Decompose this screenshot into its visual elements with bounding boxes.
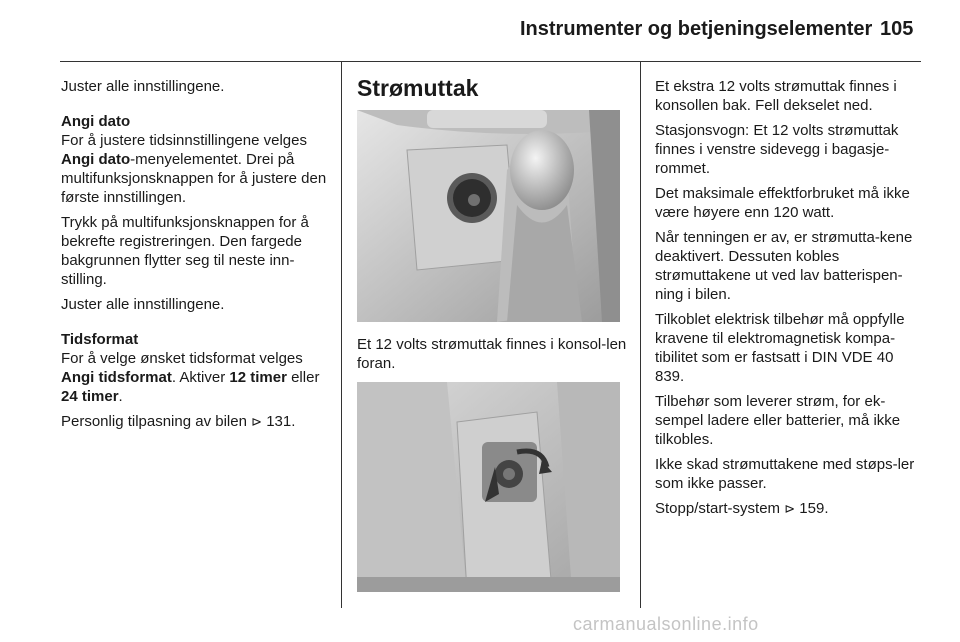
paragraph: Ikke skad strømuttakene med støps-ler som ikke passer.: [655, 456, 915, 492]
column-divider-right: [640, 62, 641, 608]
paragraph: Et ekstra 12 volts strømuttak finnes i konsollen bak. Fell dekselet ned.: [655, 78, 897, 114]
right-column: [655, 77, 925, 525]
reference-arrow-icon: ⊳: [251, 415, 263, 430]
header-divider: [60, 61, 921, 62]
section-heading-stromuttak: Strømuttak: [357, 75, 479, 101]
watermark: carmanualsonline.info: [573, 614, 759, 634]
paragraph: Juster alle innstillingene.: [61, 78, 225, 95]
page-number: 105: [880, 18, 914, 40]
middle-column: [357, 74, 627, 102]
paragraph: Tilbehør som leverer strøm, for ek-sempel ladere eller batterier, må ikke tilkobles.: [655, 393, 901, 448]
paragraph: Det maksimale effektforbruket må ikke være høyere enn 120 watt.: [655, 185, 910, 221]
column-divider-left: [341, 62, 342, 608]
paragraph: For å justere tidsinnstillingene velges Angi dato-menyelementet. Drei på multifunksjonsknappen for å justere den første innstillingen.: [61, 132, 327, 206]
paragraph: Når tenningen er av, er strømutta-kene deaktivert. Dessuten kobles strømuttakene ut ved lav batterispen-ning i bilen.: [655, 229, 913, 303]
section-heading-angi-dato: Angi dato: [61, 113, 131, 130]
paragraph: Tilkoblet elektrisk tilbehør må oppfylle kravene til elektromagnetisk kompa-tibilitet som er fastsatt i DIN VDE 40 839.: [655, 311, 905, 385]
rear-console-socket-photo: [357, 382, 620, 592]
menu-term: Angi dato: [61, 151, 131, 168]
left-column: [61, 77, 331, 438]
paragraph: For å velge ønsket tidsformat velges Angi tidsformat. Aktiver 12 timer eller 24 timer.: [61, 350, 320, 405]
cross-reference[interactable]: Personlig tilpasning av bilen ⊳ 131.: [61, 413, 296, 430]
front-console-socket-photo: [357, 110, 620, 322]
paragraph: Stasjonsvogn: Et 12 volts strømuttak finnes i venstre sidevegg i bagasje-rommet.: [655, 122, 899, 177]
section-heading-tidsformat: Tidsformat: [61, 331, 139, 348]
reference-arrow-icon: ⊳: [784, 502, 796, 517]
cross-reference[interactable]: Stopp/start-system ⊳ 159.: [655, 500, 829, 517]
paragraph: Trykk på multifunksjonsknappen for å bekrefte registreringen. Den fargede bakgrunnen flytter seg til neste inn-stilling.: [61, 214, 309, 288]
front-photo-caption: Et 12 volts strømuttak finnes i konsol-len foran.: [357, 336, 627, 372]
paragraph: Juster alle innstillingene.: [61, 296, 225, 313]
header-title: Instrumenter og betjeningselementer: [520, 18, 873, 40]
